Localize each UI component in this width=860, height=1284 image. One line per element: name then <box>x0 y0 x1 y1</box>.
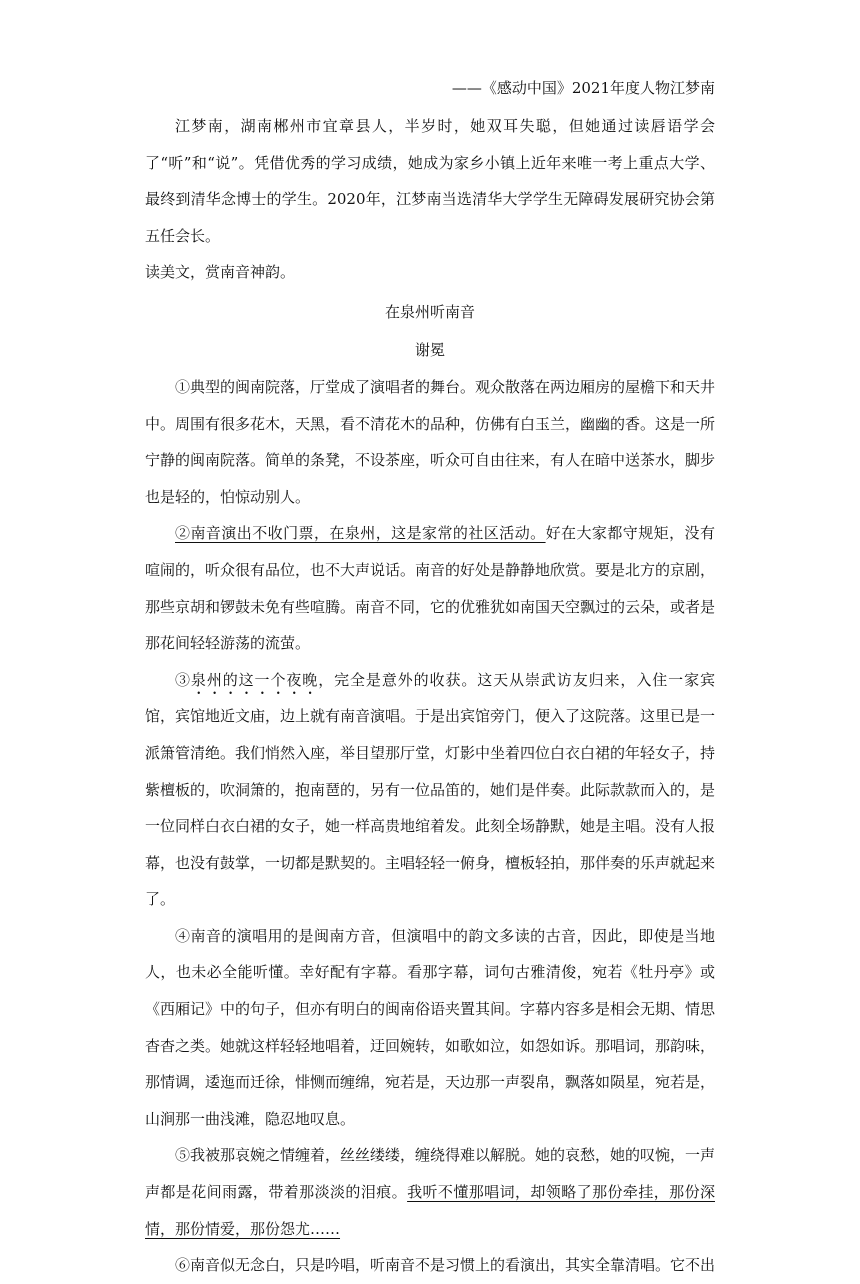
emphasized-phrase: 泉州的这一个夜晚 <box>190 670 319 689</box>
paragraph-2 <box>145 515 715 661</box>
paragraph-5-text: ⑤我被那哀婉之情缠着，丝丝缕缕，缠绕得难以解脱。她的哀愁，她的叹惋，一声声都是花间雨露，带着那淡淡的泪痕。 <box>145 1146 716 1202</box>
paragraph-1: ①典型的闽南院落，厅堂成了演唱者的舞台。观众散落在两边厢房的屋檐下和天井中。周围有很多花木，天黑，看不清花木的品种，仿佛有白玉兰，幽幽的香。这是一所宁静的闽南院落。简单的条凳，不设茶座，听众可自由往来，有人在暗中送茶水，脚步也是轻的，怕惊动别人。 <box>145 377 716 506</box>
document-page <box>145 60 715 1284</box>
essay-title: 在泉州听南音 <box>384 302 475 321</box>
paragraph-5 <box>145 1137 715 1247</box>
paragraph-3 <box>145 662 715 918</box>
attribution-line: ——《感动中国》2021年度人物江梦南 <box>451 79 715 97</box>
paragraph-2-text: 好在大家都守规矩，没有喧闹的，听众很有品位，也不大声说话。南音的好处是静静地欣赏。要是北方的京剧，那些京胡和锣鼓未免有些喧腾。南音不同，它的优雅犹如南国天空飘过的云朵，或者是那花间轻轻游荡的流萤。 <box>145 524 716 653</box>
paragraph-3-number: ③ <box>175 670 191 689</box>
paragraph-4: ④南音的演唱用的是闽南方音，但演唱中的韵文多读的古音，因此，即使是当地人，也未必全能听懂。幸好配有字幕。看那字幕，词句古雅清俊，宛若《牡丹亭》或《西厢记》中的句子，但亦有明白的闽南俗语夹置其间。字幕内容多是相会无期、情思杳杳之类。她就这样轻轻地唱着，迂回婉转，如歌如泣，如怨如诉。那唱词，那韵味，那情调，逶迤而迁徐，悱恻而缠绵，宛若是，天边那一声裂帛，飘落如陨星，宛若是，山涧那一曲浅滩，隐忍地叹息。 <box>145 926 716 1128</box>
underlined-sentence: ②南音演出不收门票，在泉州，这是家常的社区活动。 <box>175 524 546 543</box>
underlined-sentence: 我听不懂那唱词，却领略了那份牵挂，那份深情，那份情爱，那份怨尤…… <box>145 1183 715 1238</box>
essay-author: 谢冕 <box>414 340 445 359</box>
bio-paragraph: 江梦南，湖南郴州市宜章县人，半岁时，她双耳失聪，但她通过读唇语学会了“听”和“说”。凭借优秀的学习成绩，她成为家乡小镇上近年来唯一考上重点大学、最终到清华念博士的学生。2020年，江梦南当选清华大学学生无障碍发展研究协会第五任会长。 <box>145 117 715 245</box>
paragraph-6: ⑥南音似无念白，只是吟唱，听南音不是习惯上的看演出，其实全靠清唱。它不出 <box>175 1256 716 1275</box>
paragraph-3-text: ，完全是意外的收获。这天从崇武访友归来，入住一家宾馆，宾馆地近文庙，边上就有南音演唱。于是出宾馆旁门，便入了这院落。这里已是一派箫管清绝。我们悄然入座，举目望那厅堂，灯影中坐着四位白衣白裙的年轻女子，持紫檀板的，吹洞箫的，抱南琶的，另有一位品笛的，她们是伴奏。此际款款而入的，是一位同样白衣白裙的女子，她一样高贵地绾着发。此刻全场静默，她是主唱。没有人报幕，也没有鼓掌，一切都是默契的。主唱轻轻一俯身，檀板轻拍，那伴奏的乐声就起来了。 <box>145 670 716 909</box>
reading-instruction: 读美文，赏南音神韵。 <box>145 263 296 282</box>
